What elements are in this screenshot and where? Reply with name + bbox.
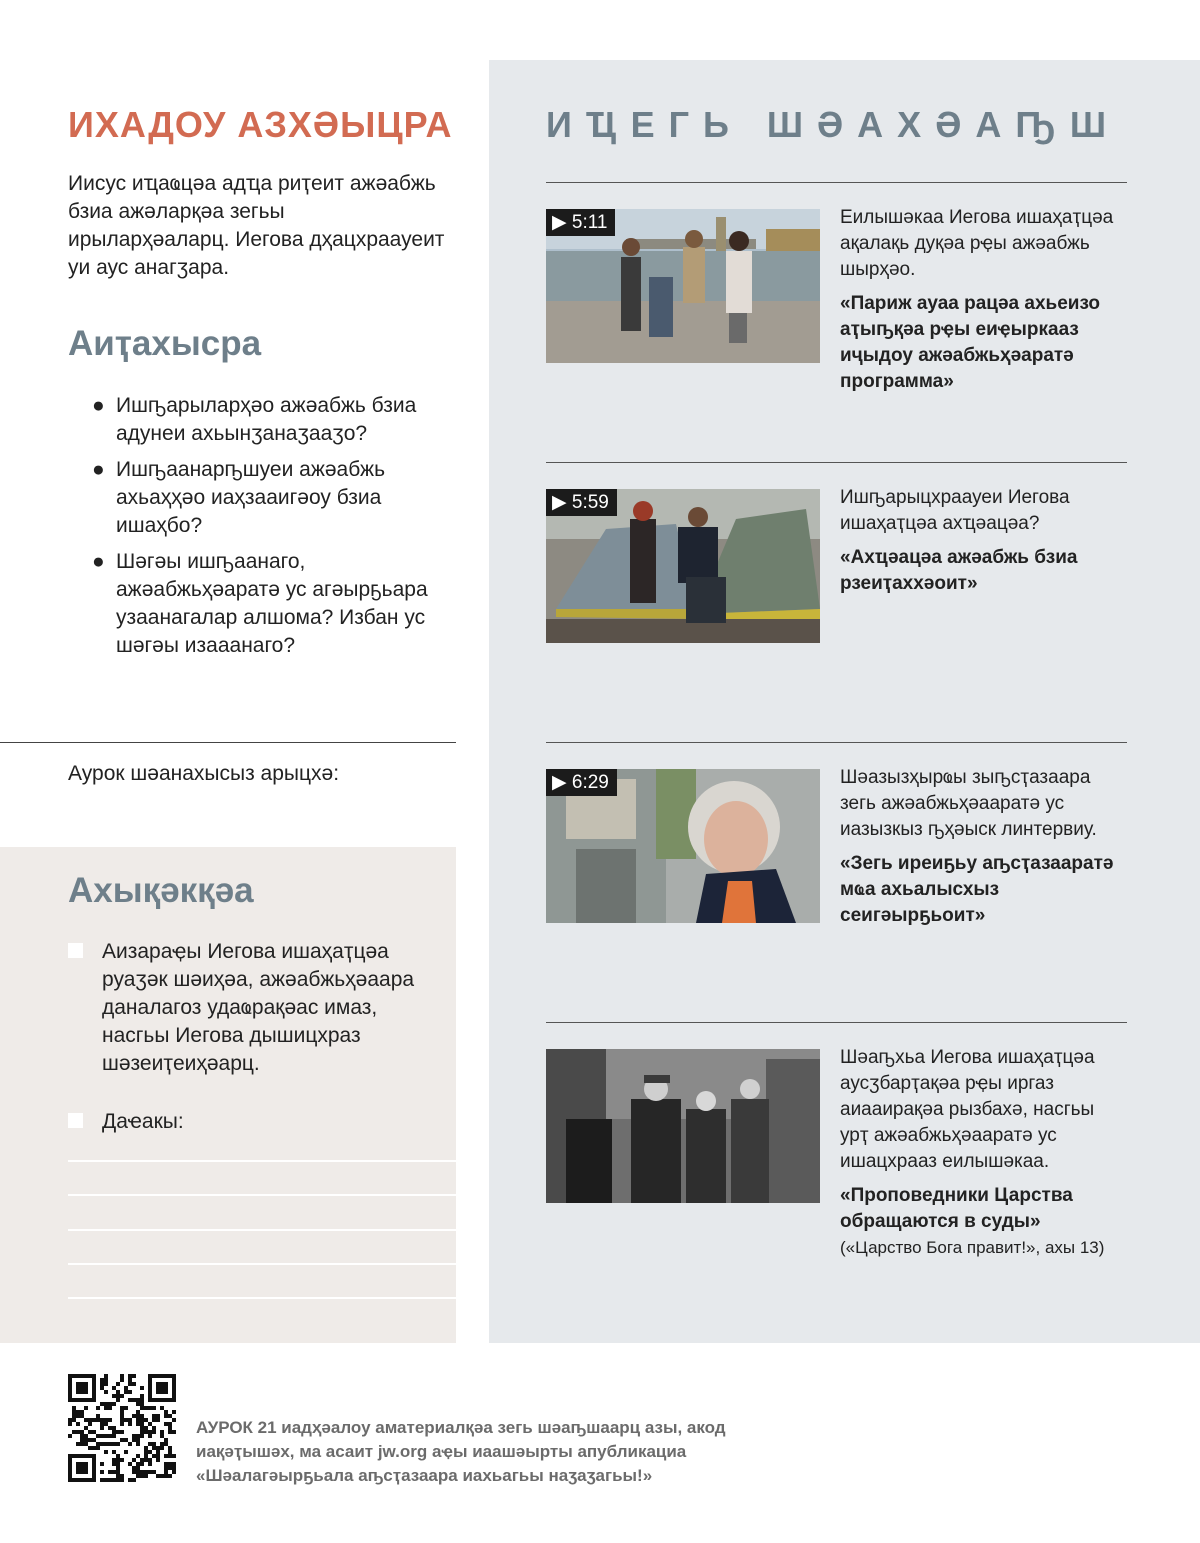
date-label: Аурок шәанахысыз арыцхә: <box>68 762 340 785</box>
divider <box>546 182 1127 183</box>
checkbox[interactable] <box>68 1113 83 1128</box>
bullet-icon: ● <box>92 458 105 481</box>
writing-line <box>68 1194 456 1196</box>
duration-badge: ▶ 6:29 <box>546 769 617 796</box>
video-thumbnail[interactable] <box>546 489 820 643</box>
article-title[interactable]: «Проповедники Царства обращаются в суды» <box>840 1185 1073 1232</box>
intro-text: Иисус иҵаҩцәа адҵа риҭеит ажәабжь бзиа ажәларқәа зегьы ирыларҳәаларц. Иегова дҳацхраауеит уи аус анагӡара. <box>68 172 445 279</box>
bullet-icon: ● <box>92 394 105 417</box>
review-heading: Аиҭахысра <box>68 324 262 363</box>
video-description: Шәазызҳырҩы зыҧсҭазаара зегь ажәабжьҳәааратә ус иазызкыз ҧҳәыск линтервиу. <box>840 767 1097 840</box>
divider <box>0 742 456 743</box>
article-description: Шәаҧхьа Иегова ишаҳаҭцәа аусӡбарҭақәа рҿы иргаз аиааирақәа рызбахә, насгьы урҭ ажәабжьҳәааратә ус ишацхрааз еилышәкаа. <box>840 1047 1095 1172</box>
explore-title: ИҴЕГЬ ШӘАХӘАҦШ <box>546 104 1121 145</box>
duration-badge: ▶ 5:59 <box>546 489 617 516</box>
review-question: ● Ишҧаанарҧшуеи ажәабжь ахьаҳҳәо иаҳзааигәоу бзиа ишаҳбо? <box>92 458 386 537</box>
photo-historic-group-courthouse <box>546 1049 820 1203</box>
play-icon: ▶ <box>552 212 572 233</box>
review-question-list <box>92 392 462 668</box>
video-thumbnail[interactable] <box>546 209 820 363</box>
writing-line <box>68 1229 456 1231</box>
writing-line <box>68 1297 456 1299</box>
divider <box>546 1022 1127 1023</box>
writing-line <box>68 1160 456 1162</box>
video-thumbnail[interactable] <box>546 769 820 923</box>
qr-code-icon <box>68 1374 176 1482</box>
bullet-icon: ● <box>92 550 105 573</box>
video-title[interactable]: «Париж ауаа рацәа ахьеизо аҭыҧқәа рҿы еиҿыркааз иҷыдоу ажәабжьҳәаратә программа» <box>840 293 1101 392</box>
video-description: Еилышәкаа Иегова ишаҳаҭцәа ақалақь дуқәа рҿы ажәабжь шырҳәо. <box>840 207 1114 280</box>
qr-code[interactable] <box>68 1374 176 1482</box>
play-icon: ▶ <box>552 492 572 513</box>
goal-item: Аизараҿы Иегова ишаҳаҭцәа руаӡәк шәиҳәа, ажәабжьҳәаара даналагоз удаҩрақәас имаз, насгьы Иегова дышицхраз шәзеиҭеиҳәарц. <box>68 938 428 1078</box>
goals-box <box>0 847 456 1343</box>
video-title[interactable]: «Ахҵәацәа ажәабжь бзиа рзеиҭаххәоит» <box>840 547 1078 594</box>
article-image[interactable] <box>546 1049 820 1203</box>
duration-badge: ▶ 5:11 <box>546 209 615 236</box>
divider <box>546 742 1127 743</box>
goals-heading: Ахықәкқәа <box>68 871 254 910</box>
play-icon: ▶ <box>552 772 572 793</box>
video-description: Ишҧарыцхраауеи Иегова ишаҳаҭцәа ахҵәацәа? <box>840 487 1070 534</box>
divider <box>546 462 1127 463</box>
writing-line <box>68 1263 456 1265</box>
review-question: ● Ишҧарыларҳәо ажәабжь бзиа адунеи ахьынӡанаӡааӡо? <box>92 394 417 445</box>
video-title[interactable]: «Зегь иреиҕьу аҧсҭазааратә мҩа ахьалысхыз сеигәырҕьоит» <box>840 853 1114 926</box>
footer-note: АУРОК 21 иадҳәалоу аматериалқәа зегь шәаҧшаарц азы, акод иақәҭышәх, ма асаит jw.org аҿы иаашәырты апубликациа «Шәалагәырҕьала аҧсҭазаара иахьагьы наӡаӡагьы!» <box>196 1418 726 1485</box>
checkbox[interactable] <box>68 943 83 958</box>
article-source: («Царство Бога правит!», ахы 13) <box>840 1238 1105 1257</box>
section-title: ИХАДОУ АЗХӘЫЦРА <box>68 104 453 145</box>
goal-item-other: Даҽакы: <box>68 1108 428 1136</box>
review-question: ● Шәгәы ишҧаанаго, ажәабжьҳәаратә ус агәырҕьара узаанагалар алшома? Избан ус шәгәы изааанаго? <box>92 550 428 657</box>
